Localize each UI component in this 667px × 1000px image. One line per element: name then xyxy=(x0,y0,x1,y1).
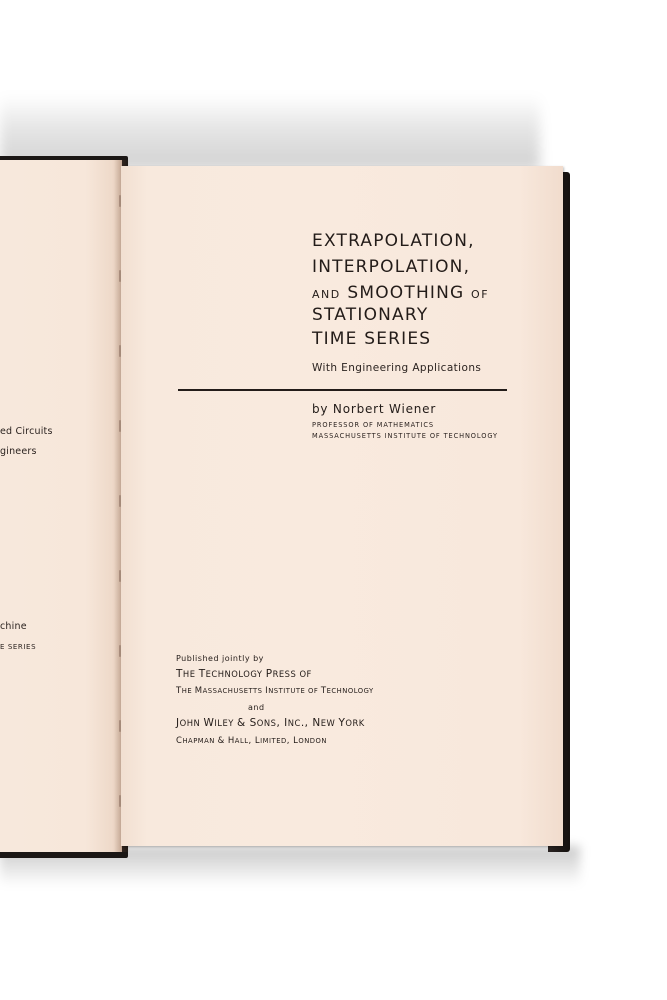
left-page xyxy=(0,160,122,852)
title-line: TIME SERIES xyxy=(312,329,432,349)
publisher-institute-line: THE MASSACHUSETTS INSTITUTE OF TECHNOLOGY xyxy=(176,686,374,696)
left-page-line: E SERIES xyxy=(0,643,37,651)
title-line: EXTRAPOLATION, xyxy=(312,231,475,251)
author-affiliation: PROFESSOR OF MATHEMATICS xyxy=(312,421,434,429)
title-line: STATIONARY xyxy=(312,305,429,325)
author-affiliation: MASSACHUSETTS INSTITUTE OF TECHNOLOGY xyxy=(312,432,498,440)
author-line: by Norbert Wiener xyxy=(312,402,437,416)
title-line: INTERPOLATION, xyxy=(312,257,471,277)
title-rule xyxy=(178,389,507,391)
publisher-intro: Published jointly by xyxy=(176,654,264,663)
publisher-and: and xyxy=(248,703,265,712)
left-page-line: gineers xyxy=(0,446,37,457)
left-page-line: ed Circuits xyxy=(0,426,53,437)
title-line: AND SMOOTHING OF xyxy=(312,283,490,303)
publisher-wiley-line: JOHN WILEY & SONS, INC., NEW YORK xyxy=(176,717,365,729)
subtitle: With Engineering Applications xyxy=(312,362,482,374)
publisher-chapman-line: CHAPMAN & HALL, LIMITED, LONDON xyxy=(176,736,327,746)
publisher-press-line: THE TECHNOLOGY PRESS OF xyxy=(176,668,312,680)
left-page-line: chine xyxy=(0,621,27,632)
